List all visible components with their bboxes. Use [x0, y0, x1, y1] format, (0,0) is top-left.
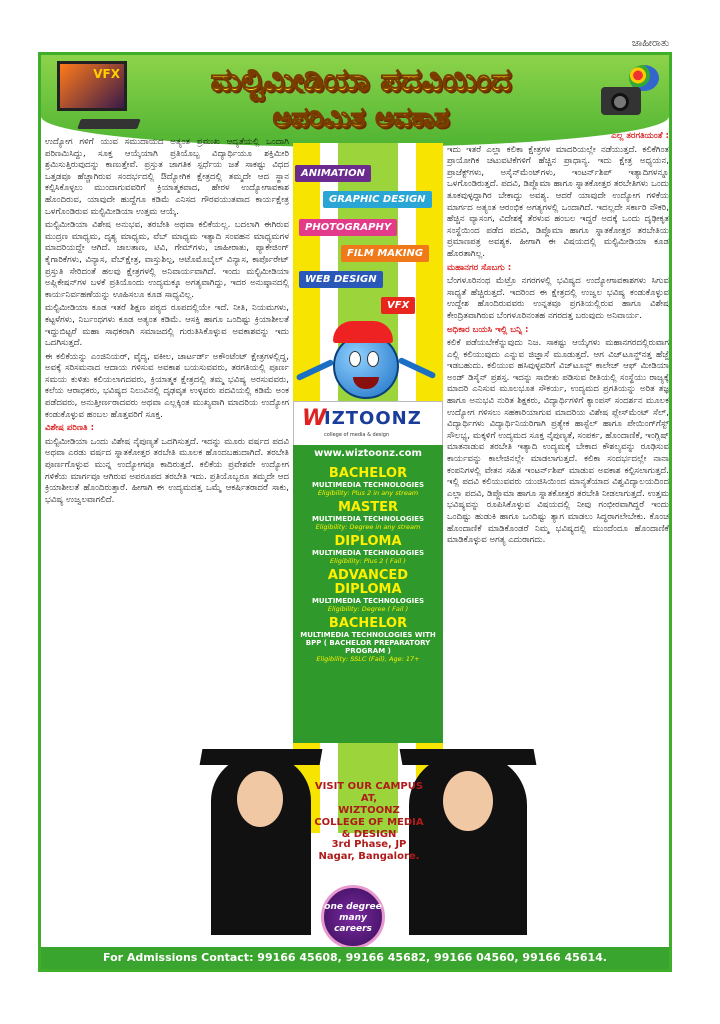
graduate-face [443, 771, 493, 831]
one-degree-badge [321, 885, 385, 949]
course-eligibility: Eligibility: Degree ( Fail ) [327, 605, 409, 613]
left-para-1: ಉದ್ಯೋಗ ಗಳಿಗೆ ಯುವ ಸಮುದಾಯದ ಅತ್ಯಂತ ಪ್ರಮುಖ ಆದ್ಯತೆಯಲ್ಲಿ ಒಂದಾಗಿ ಪರಿಣಮಿಸಿದ್ದು, ಸೂಕ್ತ ಆಯ್ಕೆಯಾಗಿ ಪ್ರತಿಯೊಬ್ಬ ವಿದ್ಯಾರ್ಥಿಯೂ ಶಕ್ತಿಮೀರಿ ಶ್ರಮಿಸುತ್ತಿರುವುದನ್ನು ಕಾಣುತ್ತೇವೆ. ಪ್ರಸ್ತುತ ಜಾಗತಿಕ ಸ್ಪರ್ಧೆಯ ಜತೆ ಸಾಕಷ್ಟು ವಿಧದ ಒತ್ತಡವೂ ಹೆಚ್ಚಾಗಿರುವ ಸಂದರ್ಭದಲ್ಲಿ ಔದ್ಯೋಗಿಕ ಕ್ಷೇತ್ರದಲ್ಲಿ ತಮ್ಮದೇ ಆದ ಸ್ಥಾನ ಕಲ್ಪಿಸಿಕೊಳ್ಳಲು ಮುಂದಾಗುವವರಿಗೆ ಕ್ರಿಯಾತ್ಮಕವಾದ, ಹೇರಳ ಉದ್ಯೋಗಾವಕಾಶ ಹೊಂದಿರುವ, ಯಾವುದೇ ಹುದ್ದೆಗೂ ಕಡಿಮೆ ಎನಿಸದ ಗೌರವಯುತವಾದ ಕಾರ್ಯಕ್ಷೇತ್ರ ಒಳಗೊಂಡಿರುವ ಮಲ್ಟಿಮೀಡಿಯಾ ಉತ್ತಮ ಆಯ್ಕೆ. [45, 137, 289, 217]
website-url: www.wiztoonz.com [293, 445, 443, 463]
left-text-column [45, 137, 289, 508]
mascot-eye-left [349, 351, 361, 367]
graduate-face [237, 771, 283, 827]
course-item [293, 617, 443, 663]
tag-vfx: VFX [381, 297, 415, 314]
course-title: DIPLOMA [334, 534, 402, 549]
tag-photography: PHOTOGRAPHY [299, 219, 397, 236]
course-subtitle: MULTIMEDIA TECHNOLOGIES [311, 597, 425, 605]
badge-line-1: one degree [324, 902, 382, 912]
course-subtitle: MULTIMEDIA TECHNOLOGIES [311, 481, 425, 489]
course-subtitle: MULTIMEDIA TECHNOLOGIES WITH BPP ( BACHELOR PREPARATORY PROGRAM ) [300, 631, 436, 655]
headline-line-2: ಅಪರಿಮಿತ ಅವಕಾಶ [272, 101, 450, 134]
course-eligibility: Eligibility: SSLC (Fail), Age: 17+ [316, 655, 420, 663]
left-para-2: ಮಲ್ಟಿಮೀಡಿಯಾ ವಿಶೇಷ ಅನುಭವ, ತರಬೇತಿ ಅಥವಾ ಕಲಿಕೆಯಲ್ಲ. ಬದಲಾಗಿ ಈಗಿರುವ ಮುದ್ರಣ ಮಾಧ್ಯಮ, ದೃಶ್ಯ ಮಾಧ್ಯಮ, ವೆಬ್ ಮಾಧ್ಯಮ ಇತ್ಯಾದಿ ಸಂವಹನ ಮಾಧ್ಯಮಗಳ ಮಾದರಿಯದ್ದೇ ಆಗಿದೆ. ಜಾಲತಾಣ, ಟಿವಿ, ಗೇಮ್‌ಗಳು, ಜಾಹೀರಾತು, ಪ್ಯಾಕೇಜಿಂಗ್ ಕೈಗಾರಿಕೆಗಳು, ವಿನ್ಯಾಸ, ವೆಬ್‌ಕ್ಷೇತ್ರ, ವಾಸ್ತುಶಿಲ್ಪ, ಆಟೊಮೊಬೈಲ್ ವಿನ್ಯಾಸ, ಕಾರ್ಪೊರೇಟ್ ಪ್ರಸ್ತುತಿ ಸೇರಿದಂತೆ ಹಲವು ಕ್ಷೇತ್ರಗಳಲ್ಲಿ ಅನಿವಾರ್ಯವಾಗಿದೆ. ಇಂದು ಮಲ್ಟಿಮೀಡಿಯಾ ಅಪ್ಲಿಕೇಷನ್‌ಗಳ ಬಳಕೆ ಪ್ರತಿಯೊಂದು ಉದ್ಯಮಕ್ಕೂ ಅಗತ್ಯವಾಗಿದ್ದು, ಇದರ ಅನುಷ್ಠಾನದಲ್ಲಿ ಕಾರ್ಯನಿರ್ವಹಣೆಯನ್ನು ಊಹಿಸಲೂ ಕೂಡ ಸಾಧ್ಯವಿಲ್ಲ. [45, 220, 289, 300]
right-para-3: ಕಲಿಕೆ ಪಡೆಯಬೇಕೆನ್ನುವುದು ನಿಜ. ಸಾಕಷ್ಟು ಆಯ್ಕೆಗಳು ಮಹಾನಗರದಲ್ಲಿರುವಾಗ ಎಲ್ಲಿ ಕಲಿಯುವುದು ಎನ್ನುವ ಜಿಜ್ಞಾಸೆ ಮೂಡುತ್ತದೆ. ಆಗ ವಿಜ್‌ಟೂನ್ಜ್‌ನತ್ತ ಹೆಜ್ಜೆ ಇಡಬಹುದು. ಕಲಿಯುವ ಹಸಿವುಳ್ಳವರಿಗೆ ವಿಜ್‌ಟೂನ್ಜ್ ಕಾಲೇಜ್ ಆಫ್ ಮೀಡಿಯಾ ಅಂಡ್ ಡಿಸೈನ್ ಪ್ರಶಸ್ತ. ಇದನ್ನು ಸಾಬೀತು ಪಡಿಸುವ ರೀತಿಯಲ್ಲಿ ಸಂಸ್ಥೆಯು ರಾಜ್ಯಕ್ಕೆ ಮಾದರಿ ಎನಿಸುವ ಮೂಲಭೂತ ಸೌಕರ್ಯ, ಉದ್ಯಮದ ಪ್ರಗತಿಯನ್ನು ಅರಿತ ತಜ್ಞ ಹಾಗೂ ಅನುಭವಿ ನುರಿತ ಶಿಕ್ಷಕರು, ವಿದ್ಯಾರ್ಥಿಗಳಿಗೆ ಕ್ಯಾಂಪಸ್ ಸಂದರ್ಶನ ಮೂಲಕ ಉದ್ಯೋಗ ಗಳಿಸಲು ಸಹಕಾರಿಯಾಗುವ ಮಾದರಿಯ ವಿಶೇಷ ಪ್ಲೇಸ್‌ಮೆಂಟ್ ಸೆಲ್, ವಿದ್ಯಾರ್ಥಿಗಳು ವಿದ್ಯಾರ್ಥಿನಿಯರಿಗಾಗಿ ಪ್ರತ್ಯೇಕ ಹಾಸ್ಟೆಲ್ ಹಾಗೂ ಪೇಯಿಂಗ್‌ಗೆಸ್ಟ್ ಸೌಲಭ್ಯ, ಮಕ್ಕಳಿಗೆ ಉದ್ಯಮದ ಸೂಕ್ತ ನೈಪುಣ್ಯತೆ, ಸಂಪರ್ಕ, ಹೊಂದಾಣಿಕೆ, ಇಂಗ್ಲಿಷ್ ಮಾತನಾಡುವ ತರಬೇತಿ ಇತ್ಯಾದಿ ಉದ್ಯಮಕ್ಕೆ ಬೇಕಾದ ಕೌಶಲ್ಯವನ್ನು ರೂಢಿಸುವ ಕಾರ್ಯವನ್ನು ಕಾಲೇಜಿನಲ್ಲೇ ಮಾಡಲಾಗುತ್ತದೆ. ಕಲಿಕಾ ಸಂದರ್ಭದಲ್ಲೇ ನಾನಾ ಕಂಪನಿಗಳಲ್ಲಿ ವೇತನ ಸಹಿತ ಇಂಟರ್ನ್‌ಶಿಪ್ ಮಾಡುವ ಅವಕಾಶ ಕಲ್ಪಿಸಲಾಗುತ್ತದೆ. ಇಲ್ಲಿ ಪದವಿ ಕಲಿಯುವವರು ಯುಜಿಸಿಯಿಂದ ಮಾನ್ಯತೆಯಾದ ವಿಶ್ವವಿದ್ಯಾಲಯದಿಂದ ಎಲ್ಲಾ ಪದವಿ, ಡಿಪ್ಲೊಮಾ ಹಾಗೂ ಸ್ನಾತಕೋತ್ತರ ತರಬೇತಿ ನೀಡಲಾಗುತ್ತದೆ. ಉತ್ತಮ ಭವಿಷ್ಯವನ್ನು ರೂಪಿಸಿಕೊಳ್ಳುವ ವಿಷಯದಲ್ಲಿ ನೀವು ಗಂಭೀರವಾಗಿದ್ದರೆ ಇಂದು ಒಂದಿಷ್ಟು ಹುಡುಕಿ ಹಾಗೂ ಒಂದಿಷ್ಟು ತ್ಯಾಗ ಮಾಡಲು ಸಿದ್ಧರಾಗಲೇಬೇಕು. ಕೊಂಚ ಹೊಂದಾಣಿಕೆ ಮಾಡಿಕೊಂಡರೆ ನಿಮ್ಮ ಭವಿಷ್ಯದಲ್ಲಿ ಮುಂದೆಂದೂ ಹೊಂದಾಣಿಕೆ ಮಾಡಿಕೊಳ್ಳುವ ಅಗತ್ಯ ಎದುರಾಗದು. [447, 338, 669, 546]
right-text-column [447, 131, 669, 549]
left-para-3: ಮಲ್ಟಿಮೀಡಿಯಾ ಕೂಡ ಇತರೆ ಶಿಕ್ಷಣ ಪಠ್ಯದ ರೂಪದಲ್ಲಿಯೇ ಇದೆ. ನೀತಿ, ನಿಯಮಗಳು, ಕಟ್ಟಳೆಗಳು, ನಿರ್ಬಂಧಗಳು ಕೂಡ ಅತ್ಯಂತ ಕಡಿಮೆ. ಆಸಕ್ತಿ ಹಾಗೂ ಒಂದಿಷ್ಟು ಕ್ರಿಯಾಶೀಲತೆ ಇದ್ದುಬಿಟ್ಟರೆ ಮಹಾ ಸಾಧಕರಾಗಿ ಸಮಾಜದಲ್ಲಿ ಗುರುತಿಸಿಕೊಳ್ಳುವ ಅವಕಾಶವನ್ನು ಇದು ಒದಗಿಸುತ್ತದೆ. [45, 303, 289, 349]
mascot-right-arm [398, 357, 437, 379]
graduate-woman-image [211, 755, 311, 935]
logo-subtitle: college of media & design [324, 432, 390, 438]
mascot-left-arm [296, 359, 335, 381]
logo-name: IZTOONZ [324, 408, 422, 429]
visit-line-1: VISIT OUR CAMPUS AT, [314, 781, 424, 804]
left-heading-special-skill: ವಿಶೇಷ ಪರಿಣತಿ : [45, 423, 95, 434]
right-para-2: ಬೆಂಗಳೂರಿನಂಥ ಮೆಟ್ರೊ ನಗರಗಳಲ್ಲಿ ಭವಿಷ್ಯದ ಉದ್ಯೋಗಾವಕಾಶಗಳು ಸಿಗುವ ಸಾಧ್ಯತೆ ಹೆಚ್ಚಿರುತ್ತದೆ. ಇದರಿಂದ ಈ ಕ್ಷೇತ್ರದಲ್ಲಿ ಉಜ್ವಲ ಭವಿಷ್ಯ ಕಂಡುಕೊಳ್ಳುವ ಉದ್ದೇಶ ಹೊಂದಿರುವವರು ಉನ್ನತವೂ ಪ್ರಗತಿಯಲ್ಲಿರುವ ಹಾಗೂ ವಿಶೇಷ ಕೇಂದ್ರಿತವಾಗಿರುವ ಬೆಂಗಳೂರಿನಂತಹ ನಗರದತ್ತ ಬರುವುದು ಅನಿವಾರ್ಯ. [447, 276, 669, 321]
right-heading-3: ಅಧಿಕಾರ ಬಯಸಿ ಇಲ್ಲಿ ಬನ್ನಿ : [447, 324, 529, 335]
course-title: ADVANCED DIPLOMA [327, 568, 409, 597]
right-para-1: ಇದು ಇತರೆ ಎಲ್ಲಾ ಕಲಿಕಾ ಕ್ಷೇತ್ರಗಳ ಮಾದರಿಯಲ್ಲೇ ನಡೆಯುತ್ತದೆ. ಕಲಿಕೆಗಿಂತ ಪ್ರಾಯೋಗಿಕ ಚಟುವಟಿಕೆಗಳಿಗೆ ಹೆಚ್ಚಿನ ಪ್ರಾಧಾನ್ಯ. ಇದು ಕ್ಷೇತ್ರ ಅಧ್ಯಯನ, ಪ್ರಾಜೆಕ್ಟ್‌ಗಳು, ಅಸೈನ್‌ಮೆಂಟ್‌ಗಳು, ಇಂಟರ್ನ್‌ಶಿಪ್ ಇತ್ಯಾದಿಗಳನ್ನೂ ಒಳಗೊಂಡಿರುತ್ತದೆ. ಪದವಿ, ಡಿಪ್ಲೊಮಾ ಹಾಗೂ ಸ್ನಾತಕೋತ್ತರ ತರಬೇತಿಗಳು ಒಂದು ತೂಕವುಳ್ಳದ್ದಾಗಿರ ಬೇಕಾದ್ದು ಅವಶ್ಯ. ಆದರೆ ಯಾವುದೇ ಉದ್ಯೋಗ ಗಳಿಕೆಯ ಮಾರ್ಗದ ಅತ್ಯಂತ ಆರಂಭಿಕ ಅಗತ್ಯಗಳಲ್ಲಿ ಒಂದಾಗಿದೆ. ಇದಲ್ಲದೇ ಸರ್ಕಾರಿ ನೌಕರಿ, ಹೆಚ್ಚಿನ ವ್ಯಾಸಂಗ, ವಿದೇಶಕ್ಕೆ ತೆರಳುವ ಹಂಬಲ ಇದ್ದರೆ ಅದಕ್ಕೆ ಒಂದು ದೃಢೀಕೃತ ಸಂಸ್ಥೆಯಿಂದ ಪಡೆದ ಪದವಿ, ಡಿಪ್ಲೊಮಾ ಹಾಗೂ ಸ್ನಾತಕೋತ್ತರ ತರಬೇತಿಯ ಪ್ರಮಾಣಪತ್ರ ಅವಶ್ಯಕ. ಹೀಗಾಗಿ ಈ ವಿಷಯದಲ್ಲಿ ಮಲ್ಟಿಮೀಡಿಯಾ ಕೂಡ ಹೊರತಾಗಿಲ್ಲ. [447, 144, 669, 259]
course-eligibility: Eligibility: Plus 2 ( Fail ) [330, 557, 406, 565]
left-para-4: ಈ ಕಲಿಕೆಯನ್ನು ಎಂಜಿನಿಯರ್, ವೈದ್ಯ, ವಕೀಲ, ಚಾರ್ಟರ್ಡ್ ಅಕೌಂಟೆಂಟ್ ಕ್ಷೇತ್ರಗಳಲ್ಲಿದ್ದ, ಅವಕ್ಕೆ ಸರಿಸಮನಾದ ಆದಾಯ ಗಳಿಸುವ ಅವಕಾಶ ಬಯಸುವವರು, ತರಗತಿಯಲ್ಲಿ ಪೂರ್ಣ ಸಮಯ ಕುಳಿತು ಕಲಿಯಲಾಗದವರು, ಕ್ರಿಯಾತ್ಮಕ ಕ್ಷೇತ್ರದಲ್ಲಿ ತಮ್ಮ ಭವಿಷ್ಯ ಅರಸುವವರು, ಕಲೆಯ ಆರಾಧಕರು, ಭವಿಷ್ಯದ ನಿಲುವಿನಲ್ಲಿ ದೃಢವೃತ ಉಳ್ಳವರು ಪದವಿಯಲ್ಲಿ ಕಡಿಮೆ ಅಂಕ ಪಡೆದವರು, ಅನುತ್ತೀರ್ಣರಾದವರು ಅಥವಾ ಎಲ್ಲಕ್ಕಿಂತ ಮುಖ್ಯವಾಗಿ ಮಾದರಿಯ ಉದ್ಯೋಗ ಕಂಡುಕೊಳ್ಳುವ ಹಂಬಲ ಹೊತ್ತವರಿಗೆ ಸೂಕ್ತ. [45, 351, 289, 420]
course-title: BACHELOR [328, 466, 408, 481]
tag-graphic-design: GRAPHIC DESIGN [323, 191, 432, 208]
keyboard-icon [77, 119, 141, 129]
computer-monitor-icon [49, 59, 145, 137]
mortarboard-icon [400, 749, 537, 765]
graduate-man-image [409, 755, 527, 935]
left-para-5: ಮಲ್ಟಿಮೀಡಿಯಾ ಒಂದು ವಿಶೇಷ ನೈಪುಣ್ಯತೆ ಒದಗಿಸುತ್ತದೆ. ಇದನ್ನು ಮೂರು ವರ್ಷದ ಪದವಿ ಅಥವಾ ಎರಡು ವರ್ಷದ ಸ್ನಾತಕೋತ್ತರ ತರಬೇತಿ ಮೂಲಕ ಹೊಂದಬಹುದಾಗಿದೆ. ತರಬೇತಿ ಪೂರ್ಣಗೊಳ್ಳುವ ಮುನ್ನ ಉದ್ಯೋಗವೂ ಕಾದಿರುತ್ತದೆ. ಕಲಿಕೆಯ ಪ್ರವೇಶವೇ ಉದ್ಯೋಗ ಗಳಿಕೆಯ ಮಾರ್ಗವೂ ಆಗಿರುವ ಅಪರೂಪದ ತರಬೇತಿ ಇದು. ಪ್ರತಿಯೊಬ್ಬರೂ ತಮ್ಮದೇ ಆದ ಕ್ರಿಯಾಶೀಲತೆ ಹೊಂದಿರುತ್ತಾರೆ. ಹೀಗಾಗಿ ಈ ಉದ್ಯಮದತ್ತ ಒಮ್ಮೆ ಆಕರ್ಷಿತರಾದರೆ ಸಾಕು, ಭವಿಷ್ಯ ಉಜ್ವಲವಾಗಲಿದೆ. [45, 436, 289, 505]
course-subtitle: MULTIMEDIA TECHNOLOGIES [311, 515, 425, 523]
campus-address: 3rd Phase, JP Nagar, Bangalore. [318, 839, 420, 862]
monitor-label: VFX [93, 67, 120, 81]
visit-line-2: WIZTOONZ COLLEGE OF MEDIA & DESIGN [314, 805, 424, 840]
course-eligibility: Eligibility: Plus 2 in any stream [317, 489, 419, 497]
course-title: BACHELOR [328, 616, 408, 631]
advertisement-frame [38, 52, 672, 972]
headline-line-1: ಮಲ್ಟಿಮೀಡಿಯಾ ಪದವಿಯಿಂದ [210, 61, 512, 99]
tag-animation: ANIMATION [295, 165, 371, 182]
visit-campus-text [313, 781, 425, 841]
course-item [293, 535, 443, 565]
monitor-screen [57, 61, 127, 111]
admissions-contact-footer: For Admissions Contact: 99166 45608, 99166 45682, 99166 04560, 99166 45614. [41, 947, 669, 969]
course-list [293, 463, 443, 743]
right-heading-1: ಎಲ್ಲ ತರಗತಿಯಂತೆ : [611, 131, 669, 141]
course-item [293, 467, 443, 497]
camera-palette-icon [601, 65, 661, 125]
course-subtitle: MULTIMEDIA TECHNOLOGIES [311, 549, 425, 557]
mortarboard-icon [200, 749, 323, 765]
badge-line-2: many careers [334, 913, 372, 934]
mascot-eye-right [367, 351, 379, 367]
tag-web-design: WEB DESIGN [299, 271, 383, 288]
mascot-cap [333, 321, 393, 343]
course-eligibility: Eligibility: Degree in any stream [315, 523, 421, 531]
right-heading-2: ಮಹಾನಗರ ಸೊಬಗು : [447, 262, 512, 273]
tag-film-making: FILM MAKING [341, 245, 429, 262]
logo-mark: W [302, 406, 327, 431]
page-section-tag: ಜಾಹೀರಾತು [632, 38, 670, 49]
course-item [293, 501, 443, 531]
course-title: MASTER [337, 500, 399, 515]
camera-lens-icon [611, 93, 629, 111]
course-item [293, 569, 443, 613]
